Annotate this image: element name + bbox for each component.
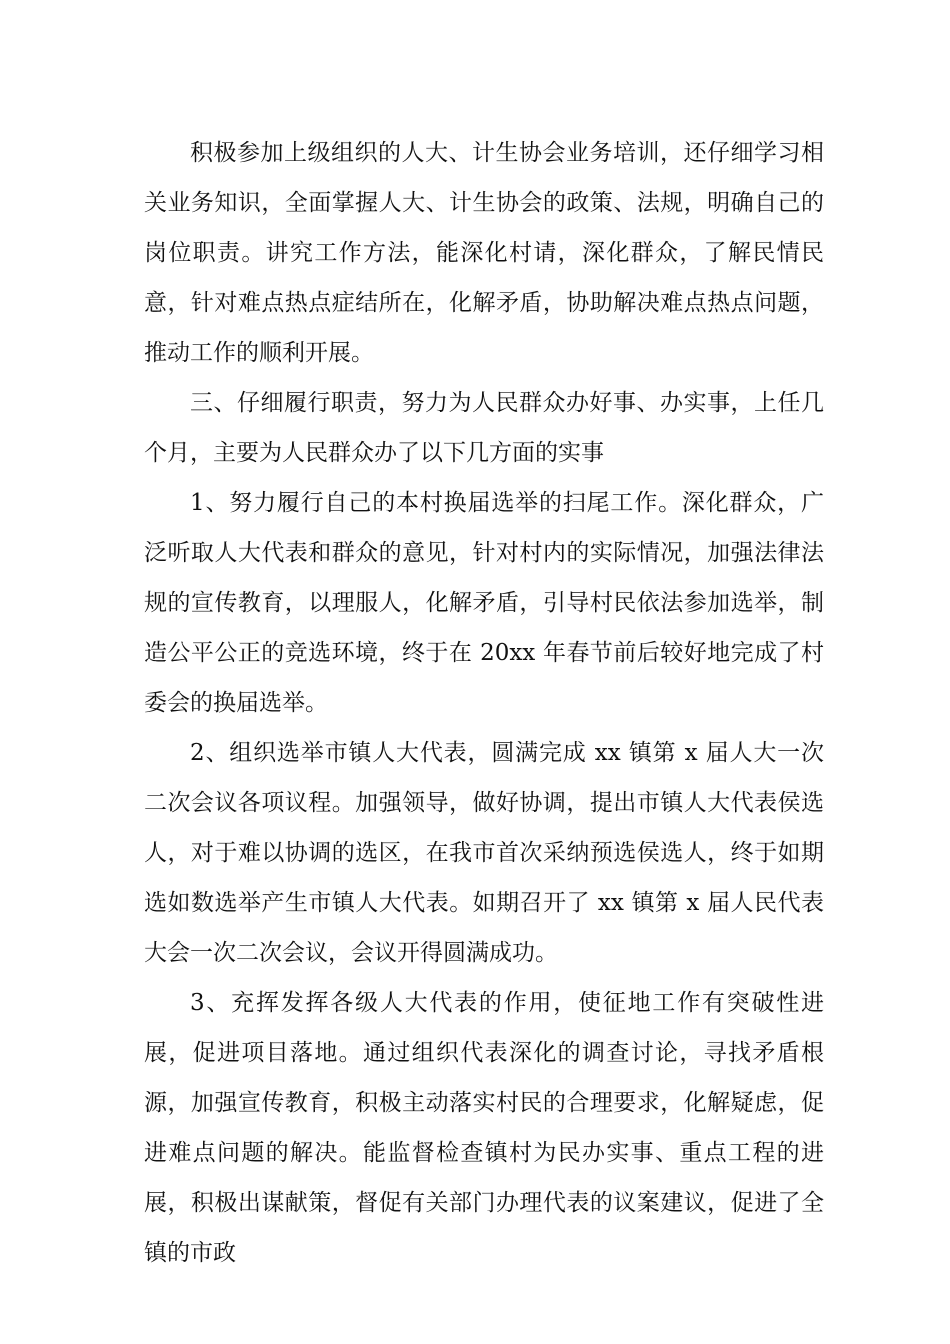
paragraph-item-3: 3、充挥发挥各级人大代表的作用，使征地工作有突破性进展，促进项目落地。通过组织代表深化的调查讨论，寻找矛盾根源，加强宣传教育，积极主动落实村民的合理要求，化解疑虑，促进难点问题的解决。能监督检查镇村为民办实事、重点工程的进展，积极出谋献策，督促有关部门办理代表的议案建议，促进了全镇的市政 bbox=[144, 990, 824, 1266]
paragraph-training: 积极参加上级组织的人大、计生协会业务培训，还仔细学习相关业务知识，全面掌握人大、计生协会的政策、法规，明确自己的岗位职责。讲究工作方法，能深化村请，深化群众，了解民情民意，针对难点热点症结所在，化解矛盾，协助解决难点热点问题，推动工作的顺利开展。 bbox=[144, 140, 824, 366]
document-body bbox=[144, 128, 824, 1278]
paragraph-item-1: 1、努力履行自己的本村换届选举的扫尾工作。深化群众，广泛听取人大代表和群众的意见，针对村内的实际情况，加强法律法规的宣传教育，以理服人，化解矛盾，引导村民依法参加选举，制造公平公正的竞选环境，终于在 20xx 年春节前后较好地完成了村委会的换届选举。 bbox=[144, 490, 824, 716]
paragraph-item-2: 2、组织选举市镇人大代表，圆满完成 xx 镇第 x 届人大一次二次会议各项议程。加强领导，做好协调，提出市镇人大代表侯选人，对于难以协调的选区，在我市首次采纳预选侯选人，终于如期选如数选举产生市镇人大代表。如期召开了 xx 镇第 x 届人民代表大会一次二次会议，会议开得圆满成功。 bbox=[144, 740, 824, 966]
paragraph-section-three: 三、仔细履行职责，努力为人民群众办好事、办实事，上任几个月，主要为人民群众办了以下几方面的实事 bbox=[144, 390, 824, 466]
